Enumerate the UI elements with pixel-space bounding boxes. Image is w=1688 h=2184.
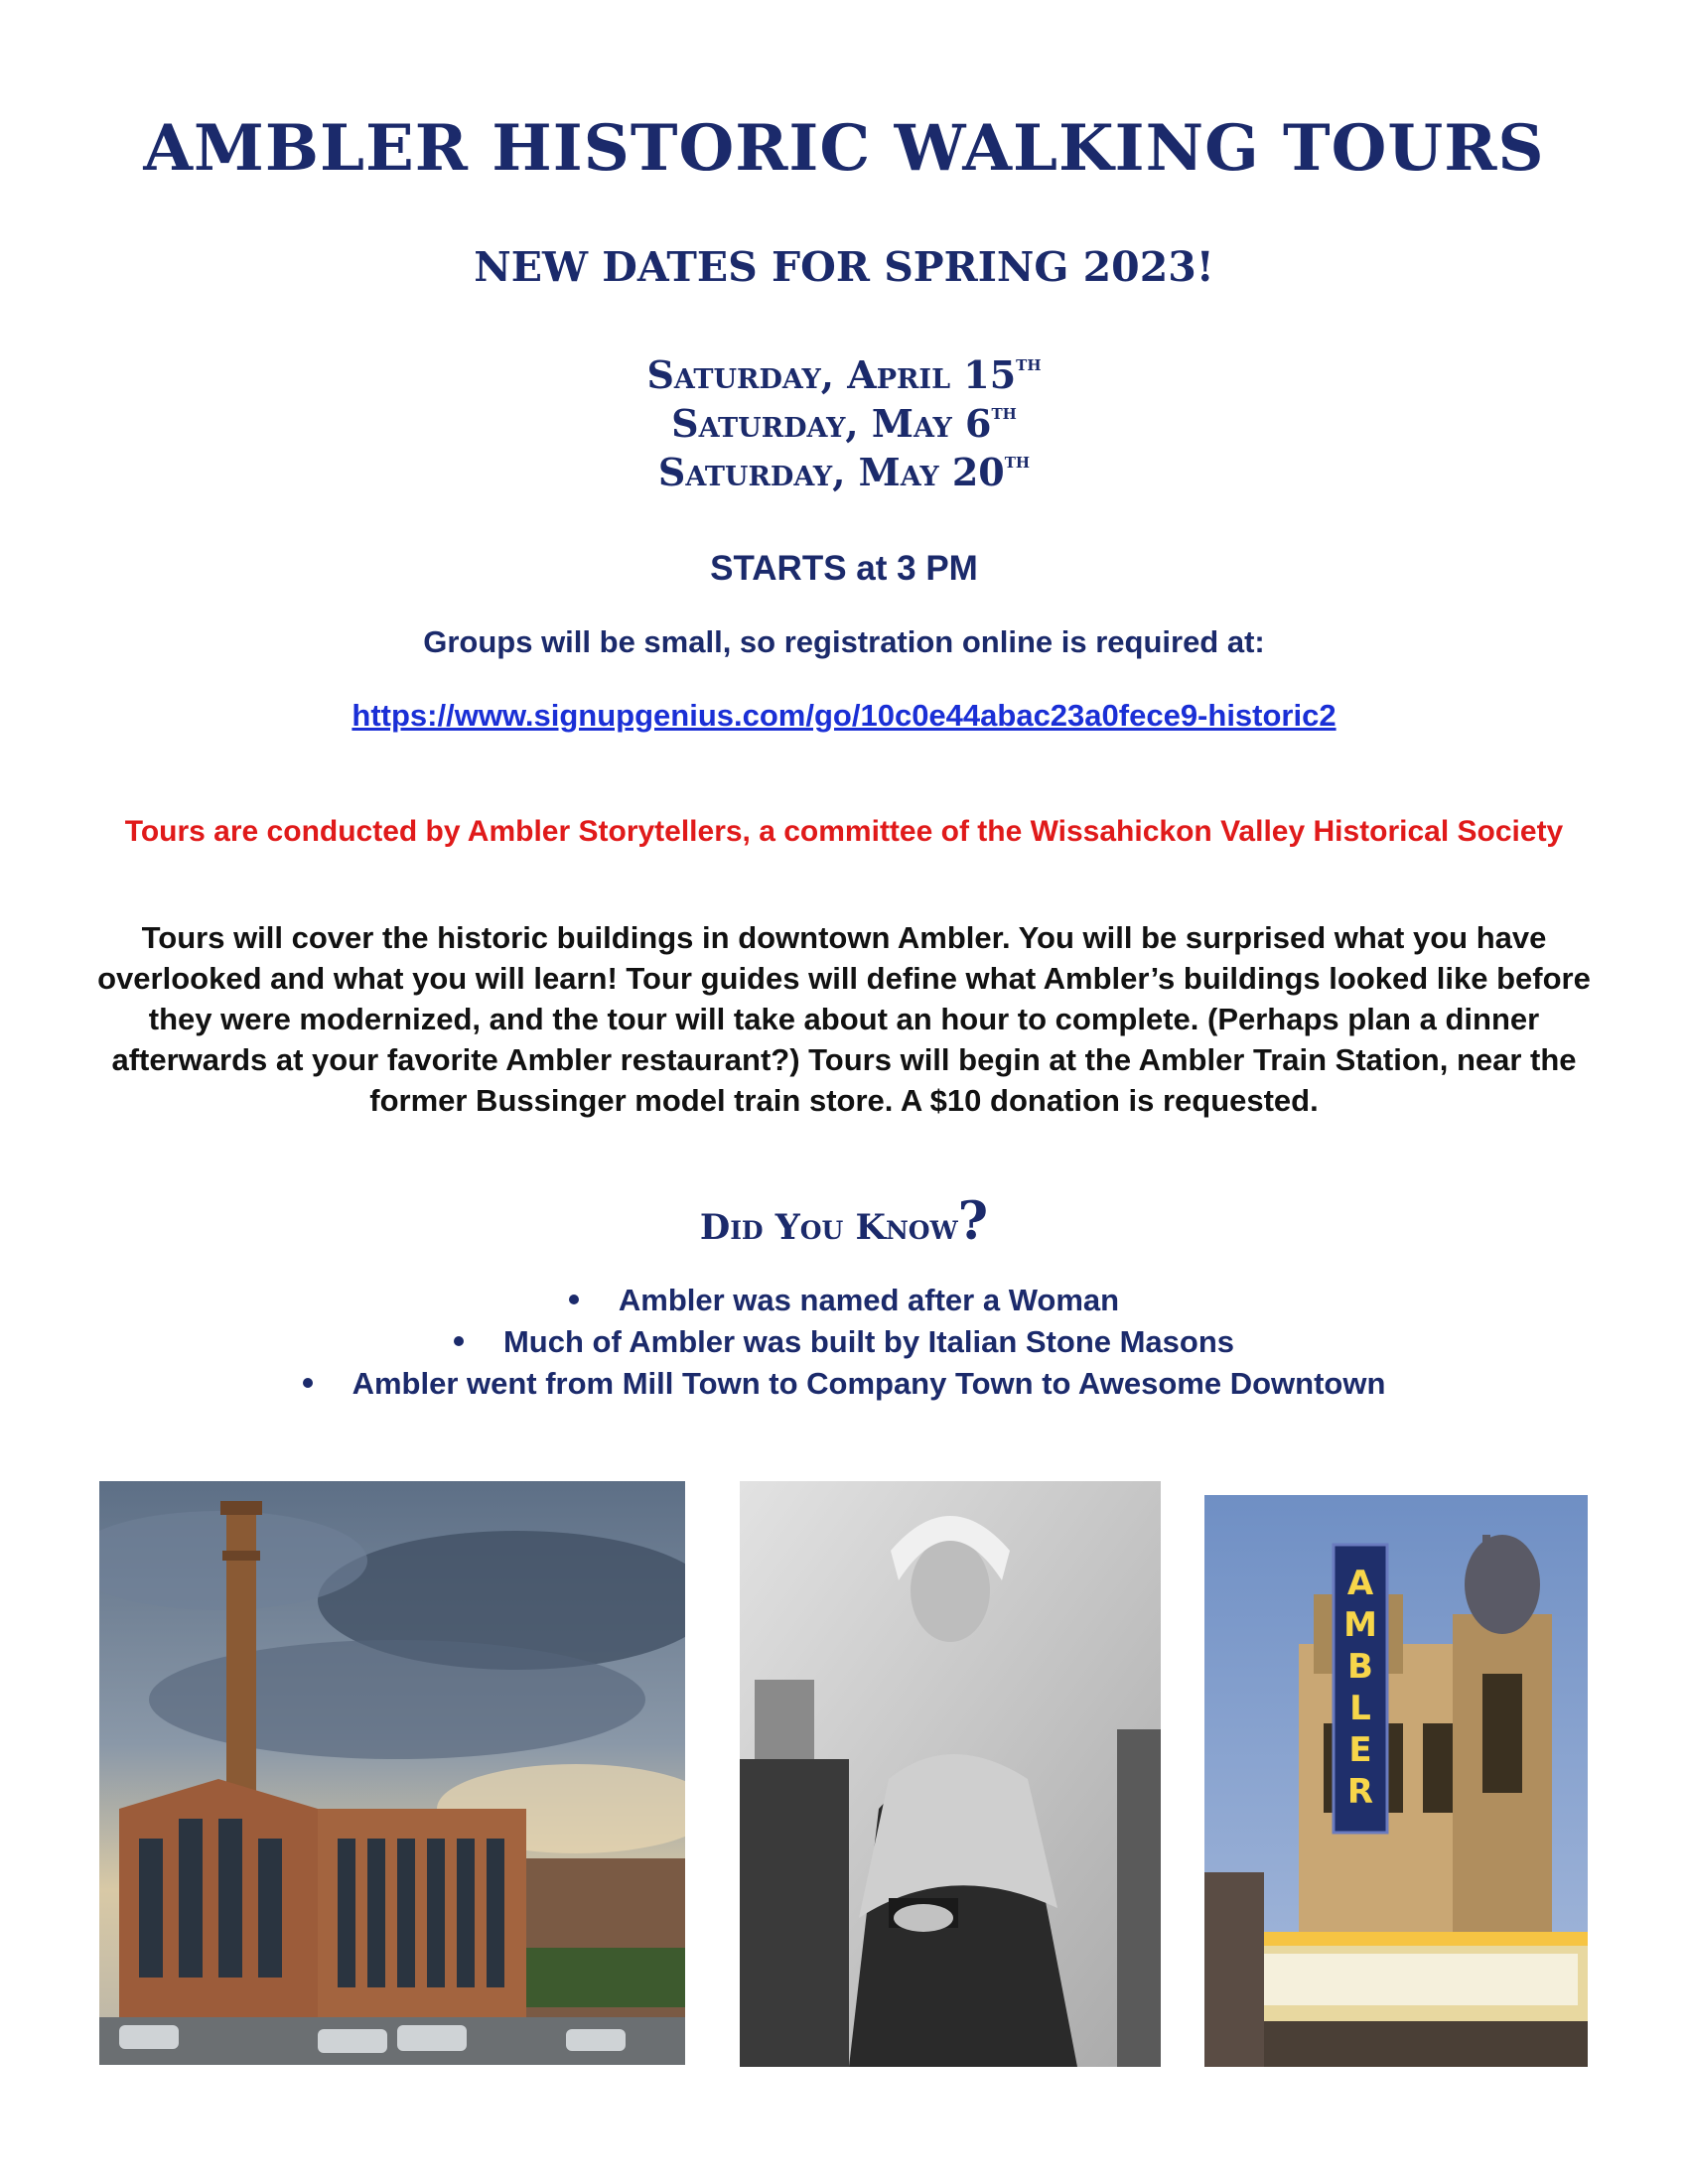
fact-text: Much of Ambler was built by Italian Stone Masons [502,1324,1235,1359]
date-suffix: TH [1016,356,1042,375]
theater-photo [1204,1495,1588,2067]
page-title: AMBLER HISTORIC WALKING TOURS [143,111,1545,186]
did-you-know-text: Did You Know [699,1207,958,1248]
date-suffix: TH [991,405,1017,424]
signup-link-wrapper [0,698,1688,734]
bullet-icon [303,1378,313,1388]
mill-building-photo [99,1481,685,2065]
tour-date-text: Saturday, April 15 [646,352,1017,397]
tour-date-text: Saturday, May 6 [671,401,992,446]
fact-text: Ambler was named after a Woman [618,1283,1120,1317]
tour-date-text: Saturday, May 20 [657,450,1005,494]
sign-letter: E [1348,1730,1372,1770]
fact-item [0,1324,1688,1360]
sign-letter: M [1343,1605,1377,1645]
signup-link[interactable]: https://www.signupgenius.com/go/10c0e44abac23a0fece9-historic2 [352,698,1336,733]
tour-description: Tours will cover the historic buildings in downtown Ambler. You will be surprised what you have overlooked and what you will learn! Tour guides will define what Ambler’s buildings looked like before they were modernized, and the tour will take about an hour to complete. (Perhaps plan a dinner afterwards at your favorite Ambler restaurant?) Tours will begin at the Ambler Train Station, near the former Bussinger model train store. A $10 donation is requested. [97,920,1591,1118]
fact-item [0,1283,1688,1318]
did-you-know-heading [0,1191,1688,1252]
tour-date [0,450,1688,494]
fact-item [0,1366,1688,1402]
sign-letter: R [1346,1772,1374,1812]
fact-text: Ambler went from Mill Town to Company Town to Awesome Downtown [352,1366,1386,1401]
portrait-photo [740,1481,1161,2067]
bullet-icon [454,1336,464,1346]
sign-letter: L [1349,1689,1371,1728]
tour-date [0,401,1688,446]
subtitle: NEW DATES FOR SPRING 2023! [474,243,1214,291]
date-suffix: TH [1004,454,1031,473]
registration-note: Groups will be small, so registration online is required at: [423,624,1265,659]
bullet-icon [569,1295,579,1304]
question-mark: ? [957,1191,989,1252]
tour-date [0,352,1688,397]
sign-letter: B [1347,1647,1373,1687]
conducted-by-note: Tours are conducted by Ambler Storytellers, a committee of the Wissahickon Valley Historical Society [124,815,1564,848]
sign-letter: A [1346,1564,1374,1603]
start-time: STARTS at 3 PM [710,549,978,588]
